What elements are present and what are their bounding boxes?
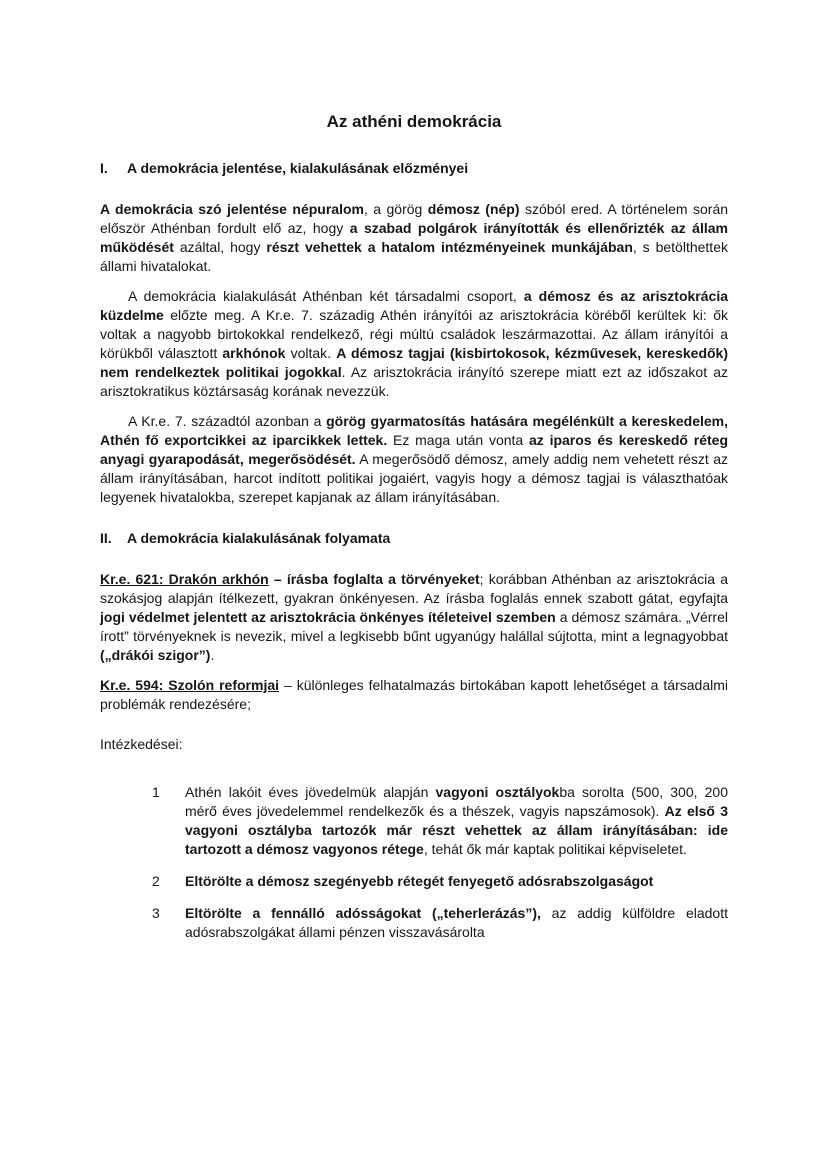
- paragraph: [100, 570, 728, 665]
- text-run: részt vehettek a hatalom intézményeinek munkájában: [266, 239, 633, 255]
- text-run: – különleges felhatalmazás birtokában kapott lehetőséget a társadalmi problémák rendezésére;: [100, 677, 728, 712]
- text-run: , a görög: [363, 201, 428, 217]
- document-body: [100, 159, 728, 942]
- text-run: az iparos és kereskedő réteg anyagi gyarapodását, megerősödését.: [100, 432, 728, 467]
- document-title: Az athéni demokrácia: [326, 112, 502, 131]
- list-item-text: [185, 872, 728, 891]
- text-run: Eltörölte a fennálló adósságokat („teherlerázás”),: [185, 905, 541, 921]
- paragraph: [100, 676, 728, 714]
- text-run: A megerősödő démosz, amely addig nem vehetett részt az állam irányításában, harcot indított politikai jogaiért, vagyis hogy a démosz tagjai is választhatóak legyenek hivatalokba, szerepet kapjanak az állam irányításában.: [100, 451, 729, 505]
- text-run: a démosz és az arisztokrácia küzdelme: [100, 288, 728, 323]
- text-run: előzte meg. A Kr.e. 7. századig Athén irányítói az arisztokrácia köréből kerültek ki: ők voltak a nagyobb birtokokkal rendelkező, régi múltú családok leszármazottai. Az állam irányítói a körükből választott: [100, 307, 728, 361]
- text-run: jogi védelmet jelentett az arisztokrácia önkényes ítéleteivel szemben: [100, 609, 556, 625]
- section-heading-text: A demokrácia jelentése, kialakulásának előzményei: [127, 160, 469, 176]
- text-run: A demokrácia kialakulását Athénban két társadalmi csoport,: [128, 288, 524, 304]
- text-run: démosz (nép): [427, 201, 520, 217]
- text-run: az addig külföldre eladott adósrabszolgákat állami pénzen visszavásárolta: [185, 905, 728, 940]
- text-run: ; korábban Athénban az arisztokrácia a szokásjog alapján ítélkezett, gyakran önkényesen. Az írásba foglalás ennek szabott gátat, egyfajta: [100, 571, 729, 606]
- text-run: A démosz tagjai (kisbirtokosok, kézművesek, kereskedők) nem rendelkeztek politikai jogokkal: [100, 345, 728, 380]
- blank-line: [100, 725, 728, 735]
- paragraph: [100, 735, 728, 754]
- text-run: voltak.: [285, 345, 337, 361]
- text-run: Eltörölte a démosz szegényebb rétegét fenyegető adósrabszolgaságot: [185, 873, 654, 889]
- section-heading: [100, 529, 728, 548]
- list-item-text: [185, 783, 728, 859]
- text-run: Az első 3 vagyoni osztályba tartozók már részt vehettek az állam irányításában: ide tartozott a démosz vagyonos rétege: [185, 803, 728, 857]
- text-run: a szabad polgárok irányították és ellenőrizték az állam működését: [100, 220, 728, 255]
- text-run: („drákói szigor”): [100, 647, 211, 663]
- paragraph: [100, 412, 728, 507]
- text-run: , tehát ők már kaptak politikai képviseletet.: [423, 841, 687, 857]
- list-number: 2: [152, 873, 160, 889]
- text-run: .: [210, 647, 215, 663]
- text-run: A Kr.e. 7. századtól azonban a: [128, 413, 327, 429]
- text-run: görög gyarmatosítás hatására megélénkült a kereskedelem, Athén fő exportcikkei az iparcikkek lettek.: [100, 413, 728, 448]
- section-number: II.: [100, 530, 112, 546]
- paragraph: [100, 287, 728, 401]
- text-run: ba sorolta (500, 300, 200 mérő éves jövedelemmel rendelkezők és a thészek, vagyis napszámosok).: [185, 784, 728, 819]
- section-heading-text: A demokrácia kialakulásának folyamata: [127, 530, 391, 546]
- text-run: Kr.e. 594: Szolón reformjai: [100, 677, 280, 693]
- text-run: A demokrácia szó jelentése népuralom: [100, 201, 364, 217]
- list-number: 3: [152, 905, 160, 921]
- list-number: 1: [152, 784, 160, 800]
- text-run: – írásba foglalta a törvényeket: [268, 571, 480, 587]
- text-run: Ez maga után vonta: [387, 432, 529, 448]
- text-run: Kr.e. 621: Drakón arkhón: [100, 571, 269, 587]
- text-run: . Az arisztokrácia irányító szerepe miatt ezt az időszakot az arisztokratikus köztársaság korának nevezzük.: [100, 364, 728, 399]
- list-item-text: [185, 904, 728, 942]
- list-item: [100, 872, 728, 891]
- text-run: , s betölthettek állami hivatalokat.: [100, 239, 728, 274]
- paragraph: [100, 200, 728, 276]
- blank-line: [100, 765, 728, 775]
- text-run: Athén lakóit éves jövedelmük alapján: [185, 784, 436, 800]
- list-item: [100, 904, 728, 942]
- list-item: [100, 783, 728, 859]
- text-run: a démosz számára. „Vérrel írott” törvényeknek is nevezik, mivel a legkisebb bűnt ugyanúgy halállal sújtotta, mint a legnagyobbat: [100, 609, 728, 644]
- section-heading: [100, 159, 728, 178]
- section-number: I.: [100, 160, 108, 176]
- text-run: vagyoni osztályok: [435, 784, 560, 800]
- text-run: arkhónok: [222, 345, 286, 361]
- text-run: azáltal, hogy: [173, 239, 267, 255]
- text-run: Intézkedései:: [100, 736, 183, 752]
- text-run: szóból ered. A történelem során először Athénban fordult elő az, hogy: [100, 201, 729, 236]
